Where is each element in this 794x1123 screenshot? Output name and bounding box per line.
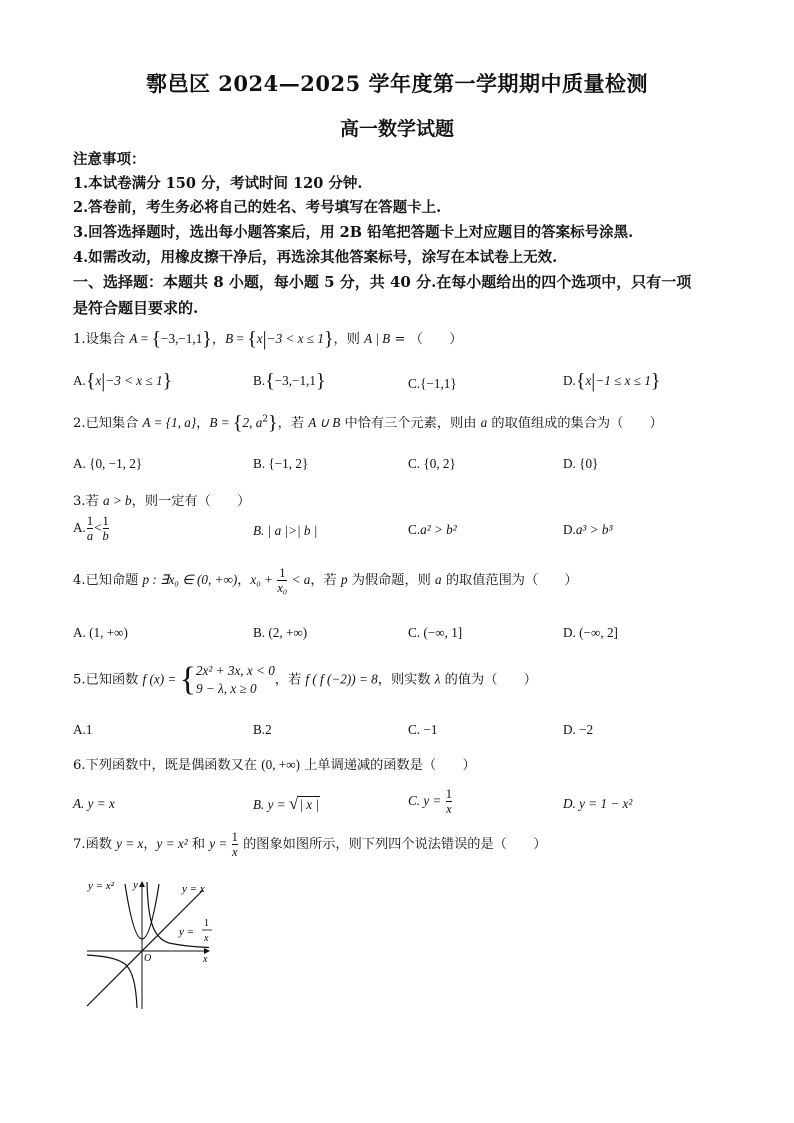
- question-4-option-b: B. (2, +∞): [253, 625, 308, 640]
- question-1-stem: 1.设集合 A = {−3,−1,1}，B = {x|−3 < x ≤ 1}，则 A | B = （ ）: [73, 328, 463, 350]
- question-5-option-a: A.1: [73, 722, 93, 737]
- question-3-option-d: D.a³ > b³: [563, 522, 613, 537]
- function-graph: [85, 876, 225, 1011]
- question-5-stem: 5.已知函数 f (x) = {2x² + 3x, x < 0 9 − λ, x ≥ 0，若 f ( f (−2)) = 8，则实数 λ 的值为（ ）: [73, 661, 537, 698]
- label-y-equals-x: y = x: [182, 883, 205, 895]
- question-1-option-b: B.{−3,−1,1}: [253, 370, 326, 392]
- section-heading-line1: 一、选择题：本题共 8 小题，每小题 5 分，共 40 分.在每小题给出的四个选项中，只有一项: [73, 273, 692, 291]
- question-6-option-b: B. y = √| x |: [253, 794, 320, 813]
- question-2-option-d: D. {0}: [563, 456, 599, 471]
- note-item-1: 1.本试卷满分 150 分，考试时间 120 分钟.: [73, 175, 363, 192]
- question-4-stem: 4.已知命题 p : ∃x₀ ∈ (0, +∞)，x₀ + $\frac{1}{\text{x₀}}$ < a，若 p 为假命题，则 a 的取值范围为（ ）: [73, 566, 578, 595]
- question-1-option-a: A.{x|−3 < x ≤ 1}: [73, 370, 173, 392]
- label-y-equals-x-squared: y = x²: [88, 880, 114, 892]
- label-reciprocal-denominator: x: [204, 933, 209, 944]
- question-6-stem: 6.下列函数中，既是偶函数又在 (0, +∞) 上单调递减的函数是（ ）: [73, 757, 476, 773]
- question-3-option-b: B. | a |>| b |: [253, 523, 318, 538]
- question-5-option-d: D. −2: [563, 722, 594, 737]
- line-y-equals-x: [87, 890, 203, 1006]
- question-2-option-c: C. {0, 2}: [408, 456, 456, 471]
- question-4-option-d: D. (−∞, 2]: [563, 625, 618, 640]
- question-6-option-a: A. y = x: [73, 796, 115, 811]
- question-3-stem: 3.若 a > b，则一定有（ ）: [73, 493, 251, 509]
- notes-heading: 注意事项：: [73, 151, 146, 168]
- note-item-2: 2.答卷前，考生务必将自己的姓名、考号填写在答题卡上.: [73, 199, 442, 216]
- exam-title: 鄠邑区 2024—2025 学年度第一学期期中质量检测: [145, 71, 648, 96]
- question-2-stem: 2.已知集合 A = {1, a}，B = {2, $a^2$}，若 A ∪ B 中恰有三个元素，则由 a 的取值组成的集合为（ ）: [73, 412, 663, 434]
- note-item-4: 4.如需改动，用橡皮擦干净后，再选涂其他答案标号，涂写在本试卷上无效.: [73, 249, 558, 266]
- question-4-option-c: C. (−∞, 1]: [408, 625, 463, 640]
- question-1-option-d: D.{x|−1 ≤ x ≤ 1}: [563, 370, 661, 392]
- note-item-3: 3.回答选择题时，选出每小题答案后，用 2B 铅笔把答题卡上对应题目的答案标号涂黑.: [73, 224, 634, 241]
- label-reciprocal-numerator: 1: [204, 918, 209, 929]
- label-x-axis: x: [203, 954, 208, 965]
- question-2-option-a: A. {0, −1, 2}: [73, 456, 143, 471]
- question-7-stem: 7.函数 y = x，y = x² 和 y = $\frac{1}{x}$ 的图象如图所示，则下列四个说法错误的是（ ）: [73, 830, 547, 859]
- question-6-option-d: D. y = 1 − x²: [563, 796, 633, 811]
- label-y-axis: y: [133, 879, 138, 891]
- question-5-option-c: C. −1: [408, 722, 438, 737]
- section-heading-line2: 是符合题目要求的.: [73, 299, 199, 317]
- question-2-option-b: B. {−1, 2}: [253, 456, 309, 471]
- question-6-option-c: C. y = $\frac{1}{x}$: [408, 787, 452, 816]
- exam-subtitle: 高一数学试题: [339, 118, 454, 140]
- question-4-option-a: A. (1, +∞): [73, 625, 128, 640]
- label-origin: O: [144, 953, 152, 964]
- label-y-equals-reciprocal: y =: [179, 926, 195, 938]
- question-3-option-c: C.a² > b²: [408, 522, 457, 537]
- question-1-option-c: C.{−1,1}: [408, 376, 457, 391]
- question-3-option-a: A. $\frac{1}{a}$ < $\frac{1}{b}$: [73, 514, 109, 543]
- question-5-option-b: B.2: [253, 722, 272, 737]
